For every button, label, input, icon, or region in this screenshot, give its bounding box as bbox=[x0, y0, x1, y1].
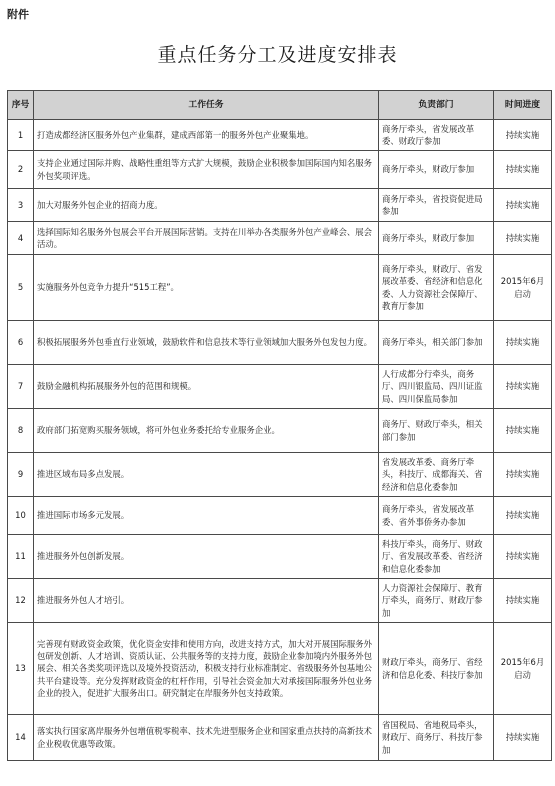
row-time: 持续实施 bbox=[494, 535, 552, 579]
row-num: 13 bbox=[8, 623, 34, 715]
row-time: 持续实施 bbox=[494, 365, 552, 409]
row-num: 7 bbox=[8, 365, 34, 409]
row-time: 持续实施 bbox=[494, 120, 552, 151]
row-task: 实施服务外包竞争力提升“515工程”。 bbox=[34, 255, 379, 321]
table-row bbox=[8, 255, 552, 321]
document-title: 重点任务分工及进度安排表 bbox=[157, 44, 398, 66]
row-dept: 财政厅牵头，商务厅、省经济和信息化委、科技厅参加 bbox=[379, 623, 494, 715]
table-row bbox=[8, 623, 552, 715]
row-dept: 商务厅牵头，财政厅、省发展改革委、省经济和信息化委、人力资源社会保障厅、教育厅参加 bbox=[379, 255, 494, 321]
table-header-row bbox=[8, 91, 552, 120]
row-dept: 省发展改革委、商务厅牵头，科技厅、成都海关、省经济和信息化委参加 bbox=[379, 453, 494, 497]
row-time: 持续实施 bbox=[494, 189, 552, 222]
row-time: 持续实施 bbox=[494, 453, 552, 497]
row-dept: 商务厅牵头，省发展改革委、省外事侨务办参加 bbox=[379, 497, 494, 535]
row-time: 2015年6月启动 bbox=[494, 623, 552, 715]
row-dept: 商务厅牵头，财政厅参加 bbox=[379, 222, 494, 255]
row-num: 3 bbox=[8, 189, 34, 222]
row-task: 积极拓展服务外包垂直行业领域，鼓励软件和信息技术等行业领域加大服务外包发包力度。 bbox=[34, 321, 379, 365]
row-task: 选择国际知名服务外包展会平台开展国际营销。支持在川举办各类服务外包产业峰会、展会活动。 bbox=[34, 222, 379, 255]
row-num: 5 bbox=[8, 255, 34, 321]
row-time: 持续实施 bbox=[494, 321, 552, 365]
row-num: 6 bbox=[8, 321, 34, 365]
row-time: 持续实施 bbox=[494, 579, 552, 623]
row-dept: 商务厅牵头，财政厅参加 bbox=[379, 151, 494, 189]
row-num: 10 bbox=[8, 497, 34, 535]
row-dept: 省国税局、省地税局牵头，财政厅、商务厅、科技厅参加 bbox=[379, 715, 494, 761]
table-row bbox=[8, 120, 552, 151]
row-dept: 商务厅牵头，相关部门参加 bbox=[379, 321, 494, 365]
table-row bbox=[8, 151, 552, 189]
table-row bbox=[8, 321, 552, 365]
task-table bbox=[7, 90, 552, 761]
row-task: 支持企业通过国际并购、战略性重组等方式扩大规模，鼓励企业积极参加国际国内知名服务外包奖项评选。 bbox=[34, 151, 379, 189]
row-dept: 科技厅牵头，商务厅、财政厅、省发展改革委、省经济和信息化委参加 bbox=[379, 535, 494, 579]
row-time: 持续实施 bbox=[494, 497, 552, 535]
row-num: 2 bbox=[8, 151, 34, 189]
table-row bbox=[8, 497, 552, 535]
row-num: 8 bbox=[8, 409, 34, 453]
table-row bbox=[8, 453, 552, 497]
row-time: 持续实施 bbox=[494, 222, 552, 255]
table-row bbox=[8, 715, 552, 761]
row-task: 推进区域布局多点发展。 bbox=[34, 453, 379, 497]
table-row bbox=[8, 535, 552, 579]
row-dept: 商务厅牵头，省投资促进局参加 bbox=[379, 189, 494, 222]
table-row bbox=[8, 409, 552, 453]
row-num: 4 bbox=[8, 222, 34, 255]
header-task: 工作任务 bbox=[34, 91, 379, 120]
row-task: 推进服务外包创新发展。 bbox=[34, 535, 379, 579]
header-dept: 负责部门 bbox=[379, 91, 494, 120]
attachment-label: 附件 bbox=[7, 8, 29, 21]
row-num: 9 bbox=[8, 453, 34, 497]
row-time: 持续实施 bbox=[494, 151, 552, 189]
table-row bbox=[8, 189, 552, 222]
header-num: 序号 bbox=[8, 91, 34, 120]
row-dept: 人行成都分行牵头，商务厅、四川银监局、四川证监局、四川保监局参加 bbox=[379, 365, 494, 409]
row-time: 2015年6月启动 bbox=[494, 255, 552, 321]
row-dept: 人力资源社会保障厅、教育厅牵头，商务厅、财政厅参加 bbox=[379, 579, 494, 623]
row-num: 1 bbox=[8, 120, 34, 151]
row-num: 12 bbox=[8, 579, 34, 623]
row-task: 推进服务外包人才培引。 bbox=[34, 579, 379, 623]
row-dept: 商务厅、财政厅牵头，相关部门参加 bbox=[379, 409, 494, 453]
row-task: 落实执行国家离岸服务外包增值税零税率、技术先进型服务企业和国家重点扶持的高新技术企业税收优惠等政策。 bbox=[34, 715, 379, 761]
table-row bbox=[8, 222, 552, 255]
row-num: 11 bbox=[8, 535, 34, 579]
row-num: 14 bbox=[8, 715, 34, 761]
row-task: 加大对服务外包企业的招商力度。 bbox=[34, 189, 379, 222]
row-task: 完善现有财政资金政策，优化资金安排和使用方向，改进支持方式，加大对开展国际服务外包研发创新、人才培训、资质认证、公共服务等的支持力度，鼓励企业参加境内外服务外包展会、相关各类奖项评选以及境外投资活动，积极支持行业标准制定、省级服务外包基地公共平台建设等。充分发挥财政资金的杠杆作用，引导社会资金加大对承接国际服务外包业务企业的投入，促进扩大服务出口。研究制定在岸服务外包支持政策。 bbox=[34, 623, 379, 715]
row-time: 持续实施 bbox=[494, 715, 552, 761]
table-row bbox=[8, 365, 552, 409]
row-task: 推进国际市场多元发展。 bbox=[34, 497, 379, 535]
row-task: 打造成都经济区服务外包产业集群，建成西部第一的服务外包产业聚集地。 bbox=[34, 120, 379, 151]
row-task: 鼓励金融机构拓展服务外包的范围和规模。 bbox=[34, 365, 379, 409]
header-time: 时间进度 bbox=[494, 91, 552, 120]
table-row bbox=[8, 579, 552, 623]
row-time: 持续实施 bbox=[494, 409, 552, 453]
row-task: 政府部门拓宽购买服务领域，将可外包业务委托给专业服务企业。 bbox=[34, 409, 379, 453]
row-dept: 商务厅牵头，省发展改革委、财政厅参加 bbox=[379, 120, 494, 151]
